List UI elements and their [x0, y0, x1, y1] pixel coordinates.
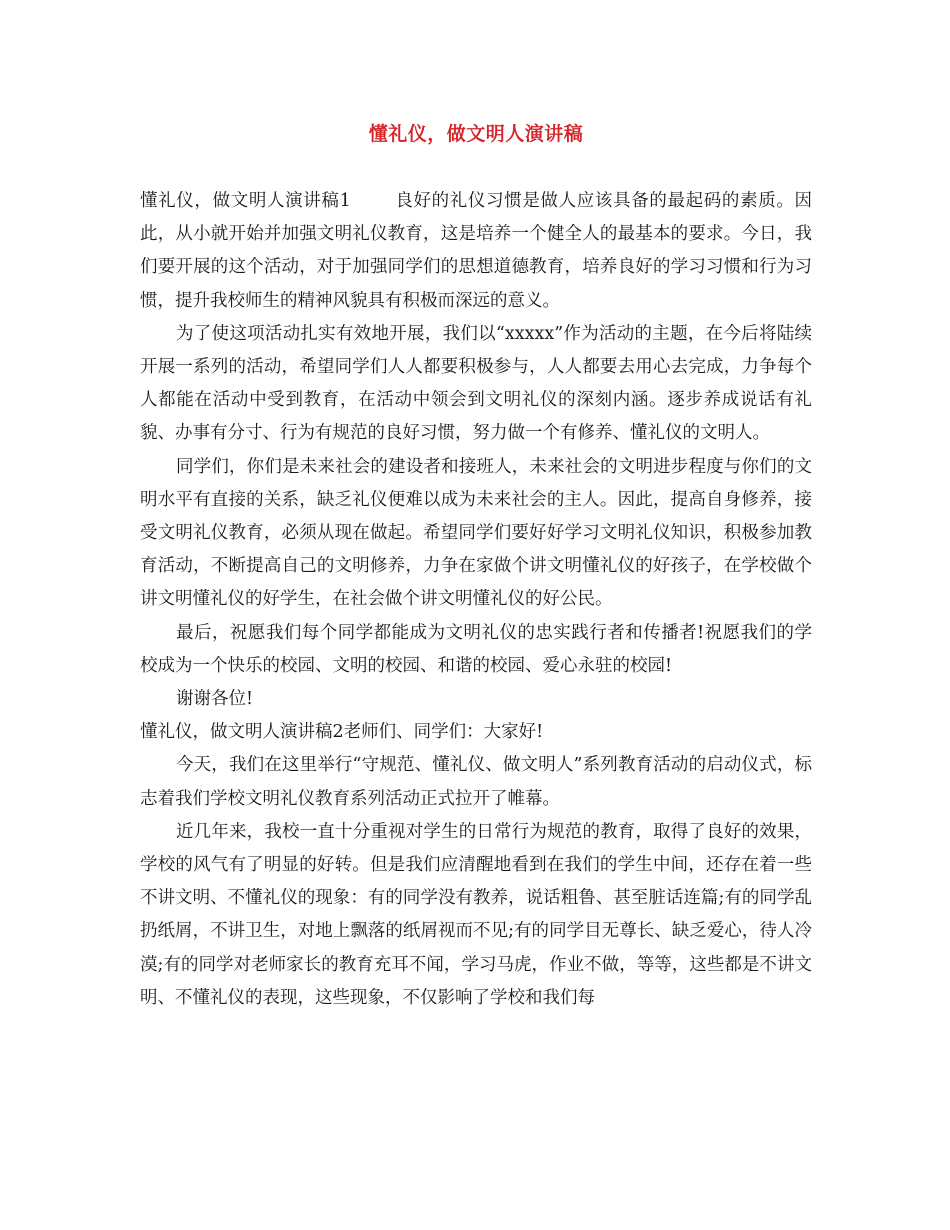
- paragraph-7: 今天，我们在这里举行“守规范、懂礼仪、做文明人”系列教育活动的启动仪式，标志着我们学校文明礼仪教育系列活动正式拉开了帷幕。: [140, 755, 812, 809]
- section-heading-1: 懂礼仪，做文明人演讲稿1: [140, 191, 351, 211]
- paragraph-3: 同学们，你们是未来社会的建设者和接班人，未来社会的文明进步程度与你们的文明水平有直接的关系，缺乏礼仪便难以成为未来社会的主人。因此，提高自身修养，接受文明礼仪教育，必须从现在做起。希望同学们要好好学习文明礼仪知识，积极参加教育活动，不断提高自己的文明修养，力争在家做个讲文明懂礼仪的好孩子，在学校做个讲文明懂礼仪的好学生，在社会做个讲文明懂礼仪的好公民。: [140, 456, 812, 610]
- document-title: 懂礼仪，做文明人演讲稿: [368, 123, 584, 145]
- document-page: [140, 118, 812, 1015]
- paragraph-2: 为了使这项活动扎实有效地开展，我们以“xxxxx”作为活动的主题，在今后将陆续开展一系列的活动，希望同学们人人都要积极参与，人人都要去用心去完成，力争每个人都能在活动中受到教育，在活动中领会到文明礼仪的深刻内涵。逐步养成说话有礼貌、办事有分寸、行为有规范的良好习惯，努力做一个有修养、懂礼仪的文明人。: [140, 323, 812, 444]
- paragraph-4: 最后，祝愿我们每个同学都能成为文明礼仪的忠实践行者和传播者!祝愿我们的学校成为一个快乐的校园、文明的校园、和谐的校园、爱心永驻的校园!: [140, 622, 812, 676]
- paragraph-5: 谢谢各位!: [176, 689, 254, 710]
- paragraph-1: [140, 185, 812, 318]
- paragraph-6: 懂礼仪，做文明人演讲稿2老师们、同学们：大家好!: [140, 722, 544, 743]
- paragraph-8: 近几年来，我校一直十分重视对学生的日常行为规范的教育，取得了良好的效果，学校的风气有了明显的好转。但是我们应清醒地看到在我们的学生中间，还存在着一些不讲文明、不懂礼仪的现象：有的同学没有教养，说话粗鲁、甚至脏话连篇;有的同学乱扔纸屑，不讲卫生，对地上飘落的纸屑视而不见;有的同学目无尊长、缺乏爱心，待人冷漠;有的同学对老师家长的教育充耳不闻，学习马虎，作业不做，等等，这些都是不讲文明、不懂礼仪的表现，这些现象，不仅影响了学校和我们每: [140, 821, 812, 1008]
- paragraph-1-text: 良好的礼仪习惯是做人应该具备的最起码的素质。因此，从小就开始并加强文明礼仪教育，这是培养一个健全人的最基本的要求。今日，我们要开展的这个活动，对于加强同学们的思想道德教育，培养良好的学习习惯和行为习惯，提升我校师生的精神风貌具有积极而深远的意义。: [140, 191, 813, 311]
